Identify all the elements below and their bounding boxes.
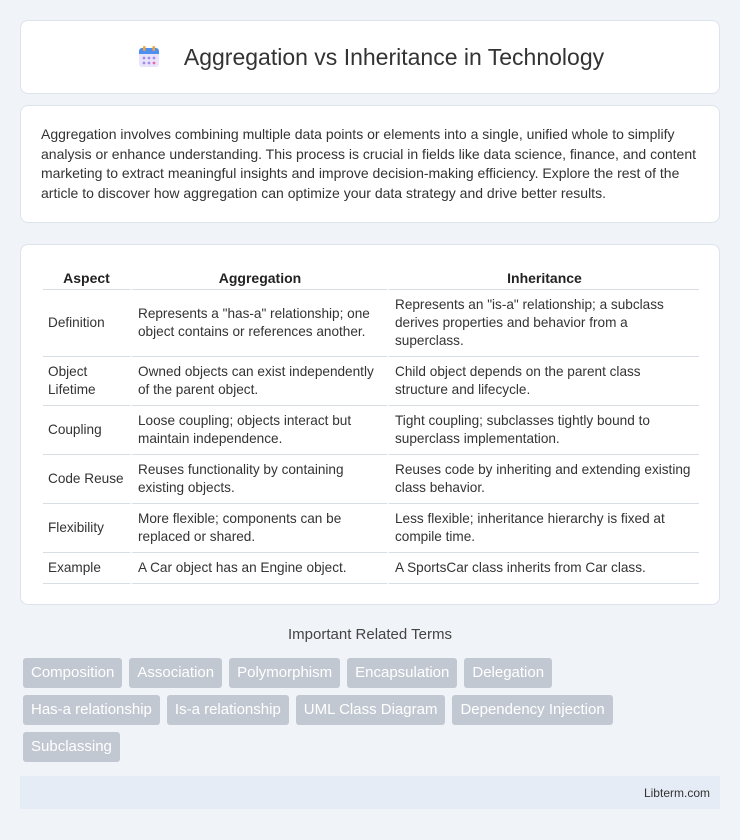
tag-polymorphism[interactable]: Polymorphism xyxy=(229,658,340,688)
table-row xyxy=(43,290,699,357)
tag-uml-class-diagram[interactable]: UML Class Diagram xyxy=(296,695,446,725)
tag-association[interactable]: Association xyxy=(129,658,222,688)
tag-row xyxy=(23,732,723,762)
aggregation-cell: Loose coupling; objects interact but maintain independence. xyxy=(130,406,387,455)
aggregation-cell: Owned objects can exist independently of the parent object. xyxy=(130,357,387,406)
intro-card xyxy=(20,105,720,223)
page-title: Aggregation vs Inheritance in Technology xyxy=(183,43,605,70)
aspect-cell: Flexibility xyxy=(43,504,130,553)
tag-subclassing[interactable]: Subclassing xyxy=(23,732,120,762)
aspect-cell: Coupling xyxy=(43,406,130,455)
tag-is-a-relationship[interactable]: Is-a relationship xyxy=(167,695,289,725)
tag-has-a-relationship[interactable]: Has-a relationship xyxy=(23,695,160,725)
inheritance-cell: Less flexible; inheritance hierarchy is fixed at compile time. xyxy=(387,504,699,553)
column-header: Aspect xyxy=(43,267,130,290)
table-row xyxy=(43,504,699,553)
aspect-cell: Object Lifetime xyxy=(43,357,130,406)
tag-dependency-injection[interactable]: Dependency Injection xyxy=(452,695,612,725)
aggregation-cell: More flexible; components can be replaced or shared. xyxy=(130,504,387,553)
intro-paragraph: Aggregation involves combining multiple data points or elements into a single, unified whole to simplify analysis or enhance understanding. This process is crucial in fields like data science, finance, and content marketing to extract meaningful insights and improve decision-making efficiency. Explore the rest of the article to discover how aggregation can optimize your data strategy and drive better results. xyxy=(41,126,697,201)
inheritance-cell: Tight coupling; subclasses tightly bound to superclass implementation. xyxy=(387,406,699,455)
inheritance-cell: Child object depends on the parent class structure and lifecycle. xyxy=(387,357,699,406)
inheritance-cell: Represents an "is-a" relationship; a subclass derives properties and behavior from a superclass. xyxy=(387,290,699,357)
footer-site-link[interactable]: Libterm.com xyxy=(643,785,710,800)
table-row xyxy=(43,553,699,584)
table-header-row xyxy=(43,267,699,290)
table-row xyxy=(43,406,699,455)
comparison-table-card xyxy=(20,244,720,605)
aspect-cell: Example xyxy=(43,553,130,584)
related-terms-title: Important Related Terms xyxy=(288,626,452,643)
aggregation-cell: Reuses functionality by containing existing objects. xyxy=(130,455,387,504)
comparison-table xyxy=(43,267,699,584)
tag-row xyxy=(23,695,723,725)
header-card xyxy=(20,20,720,94)
inheritance-cell: Reuses code by inheriting and extending existing class behavior. xyxy=(387,455,699,504)
aspect-cell: Definition xyxy=(43,290,130,357)
related-terms-tags xyxy=(23,658,723,769)
footer xyxy=(20,776,720,809)
tag-composition[interactable]: Composition xyxy=(23,658,122,688)
table-row xyxy=(43,455,699,504)
tag-row xyxy=(23,658,723,688)
aggregation-cell: A Car object has an Engine object. xyxy=(130,553,387,584)
aspect-cell: Code Reuse xyxy=(43,455,130,504)
table-row xyxy=(43,357,699,406)
aggregation-cell: Represents a "has-a" relationship; one object contains or references another. xyxy=(130,290,387,357)
inheritance-cell: A SportsCar class inherits from Car class. xyxy=(387,553,699,584)
column-header: Aggregation xyxy=(130,267,387,290)
tag-encapsulation[interactable]: Encapsulation xyxy=(347,658,457,688)
calendar-icon xyxy=(136,44,162,70)
tag-delegation[interactable]: Delegation xyxy=(464,658,552,688)
column-header: Inheritance xyxy=(387,267,699,290)
